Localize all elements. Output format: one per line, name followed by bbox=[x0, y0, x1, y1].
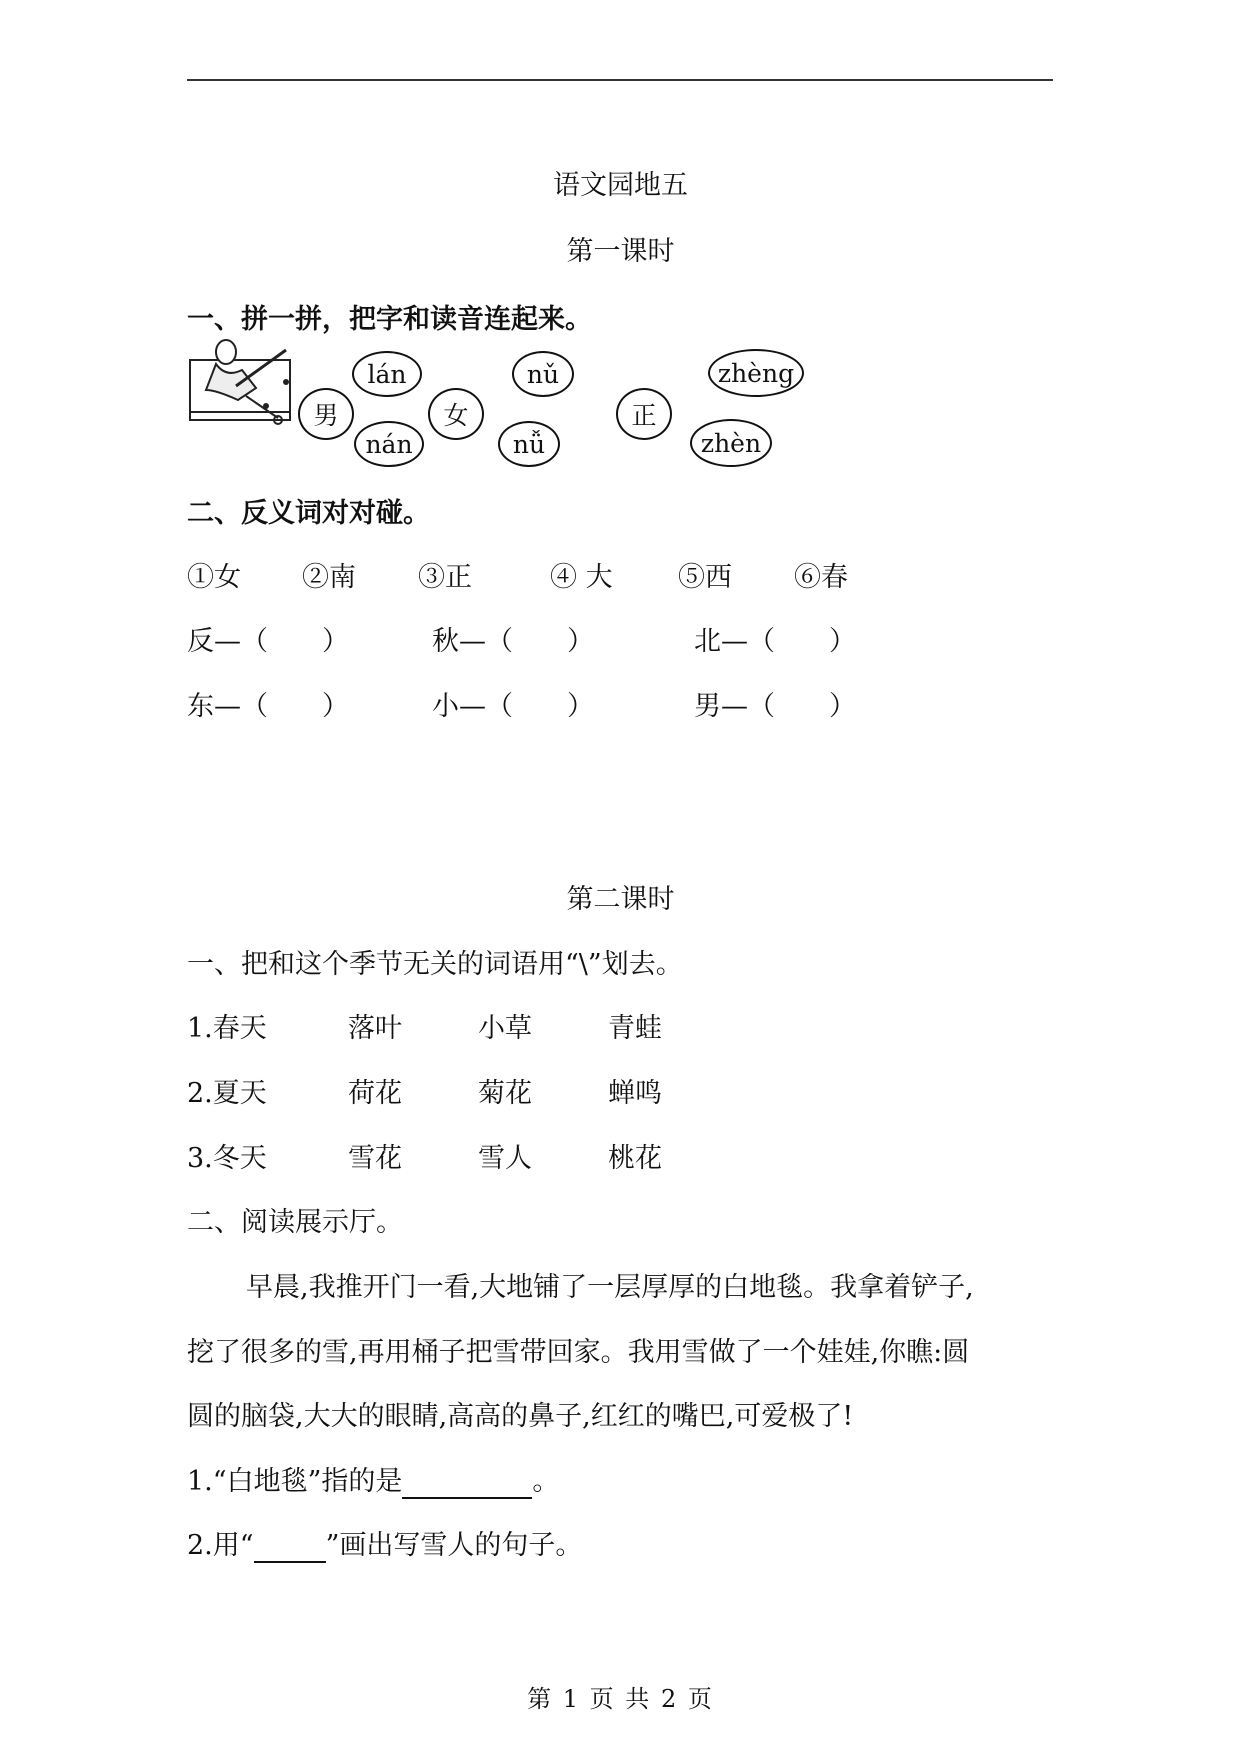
pinyin-zhen[interactable]: zhèn bbox=[690, 419, 772, 467]
passage-line: 挖了很多的雪,再用桶子把雪带回家。我用雪做了一个娃娃,你瞧:圆 bbox=[187, 1337, 970, 1368]
lesson1-q2-heading: 二、反义词对对碰。 bbox=[187, 498, 430, 529]
lesson2-title: 第二课时 bbox=[566, 884, 675, 915]
antonym-blank[interactable]: 东—（ ） bbox=[187, 691, 349, 722]
reading-item-1 bbox=[187, 1459, 559, 1499]
billiards-illustration bbox=[186, 330, 302, 430]
char-nan[interactable]: 男 bbox=[298, 388, 354, 440]
char-zheng[interactable]: 正 bbox=[616, 388, 672, 440]
season-word[interactable]: 荷花 bbox=[348, 1078, 402, 1109]
pinyin-lan[interactable]: lán bbox=[352, 351, 422, 397]
lesson2-q2-heading: 二、阅读展示厅。 bbox=[187, 1207, 403, 1238]
season-word[interactable]: 青蛙 bbox=[608, 1013, 662, 1044]
season-word[interactable]: 雪人 bbox=[478, 1143, 532, 1174]
reading-item-1-prefix: 1.“白地毯”指的是 bbox=[187, 1466, 403, 1497]
lesson2-q1-heading: 一、把和这个季节无关的词语用“\”划去。 bbox=[187, 949, 683, 980]
antonym-option: ④ 大 bbox=[550, 562, 613, 593]
antonym-option: ①女 bbox=[187, 562, 241, 593]
pinyin-nan[interactable]: nán bbox=[354, 421, 424, 467]
season-word[interactable]: 雪花 bbox=[348, 1143, 402, 1174]
lesson1-q1-heading: 一、拼一拼，把字和读音连起来。 bbox=[187, 304, 592, 335]
page-footer: 第 1 页 共 2 页 bbox=[527, 1685, 714, 1713]
antonym-option: ⑤西 bbox=[678, 562, 732, 593]
season-word[interactable]: 落叶 bbox=[348, 1013, 402, 1044]
reading-item-2-suffix: ”画出写雪人的句子。 bbox=[325, 1530, 583, 1561]
passage-line: 圆的脑袋,大大的眼睛,高高的鼻子,红红的嘴巴,可爱极了! bbox=[187, 1401, 854, 1432]
reading-item-1-suffix: 。 bbox=[532, 1466, 560, 1497]
reading-item-2-prefix: 2.用“ bbox=[187, 1530, 254, 1561]
antonym-blank[interactable]: 小—（ ） bbox=[432, 691, 594, 722]
season-word[interactable]: 菊花 bbox=[478, 1078, 532, 1109]
char-nv[interactable]: 女 bbox=[428, 388, 484, 440]
season-word[interactable]: 桃花 bbox=[608, 1143, 662, 1174]
antonym-blank[interactable]: 反—（ ） bbox=[187, 626, 349, 657]
season-word[interactable]: 蝉鸣 bbox=[608, 1078, 662, 1109]
lesson1-title: 第一课时 bbox=[566, 236, 675, 267]
pinyin-nv3[interactable]: nǚ bbox=[498, 421, 560, 467]
antonym-blank[interactable]: 北—（ ） bbox=[694, 626, 856, 657]
answer-blank[interactable] bbox=[402, 1466, 532, 1499]
reading-item-2 bbox=[187, 1523, 582, 1563]
season-label: 2.夏天 bbox=[187, 1078, 267, 1109]
page-title: 语文园地五 bbox=[553, 170, 688, 201]
antonym-option: ⑥春 bbox=[794, 562, 848, 593]
antonym-blank[interactable]: 秋—（ ） bbox=[432, 626, 594, 657]
underline-sample bbox=[254, 1530, 326, 1563]
passage-line: 早晨,我推开门一看,大地铺了一层厚厚的白地毯。我拿着铲子, bbox=[246, 1272, 974, 1303]
season-word[interactable]: 小草 bbox=[478, 1013, 532, 1044]
header-rule bbox=[187, 79, 1053, 81]
antonym-option: ③正 bbox=[418, 562, 472, 593]
season-label: 1.春天 bbox=[187, 1013, 267, 1044]
antonym-blank[interactable]: 男—（ ） bbox=[694, 691, 856, 722]
pinyin-nu3[interactable]: nǔ bbox=[512, 351, 574, 397]
season-label: 3.冬天 bbox=[187, 1143, 267, 1174]
antonym-option: ②南 bbox=[302, 562, 356, 593]
pinyin-zheng[interactable]: zhèng bbox=[708, 349, 804, 397]
